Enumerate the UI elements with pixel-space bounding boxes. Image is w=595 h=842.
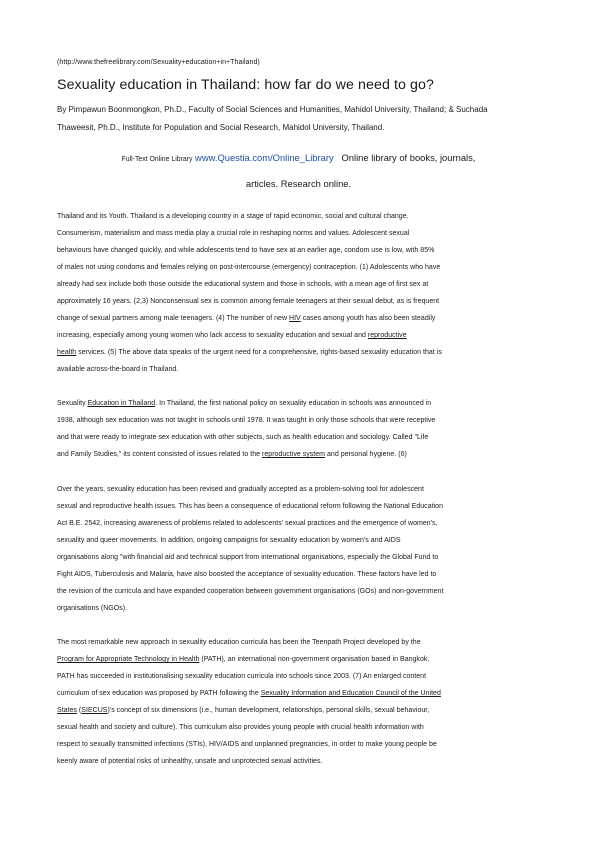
reproductive-health-link[interactable]: reproductive (367, 332, 407, 339)
paragraph-2-line: and that were ready to integrate sex education with other subjects, such as health education and sociology. Called "Life (57, 434, 429, 441)
siecus-abbrev-link[interactable]: SIECUS (81, 707, 108, 714)
hiv-link[interactable]: HIV (289, 315, 301, 322)
paragraph-4-line: PATH has succeeded in institutionalising sexuality education curricula into schools since 2003. (7) An enlarged content (57, 673, 427, 680)
reproductive-system-link[interactable]: reproductive system (262, 451, 326, 458)
byline (57, 101, 537, 137)
promo-suffix: Online library of books, journals, (341, 152, 476, 163)
byline-line-2: Thaweesit, Ph.D., Institute for Population and Social Research, Mahidol University, Thailand. (57, 123, 385, 132)
text-span: services. (5) The above data speaks of the urgent need for a comprehensive, rights-based sexuality education that is (76, 349, 442, 356)
paragraph-3-line: Act B.E. 2542, increasing awareness of problems related to adolescents' sexual practices and the emergence of women's, (57, 520, 438, 527)
paragraph-4-line (57, 689, 441, 698)
promo-prefix: Full-Text Online Library (121, 156, 193, 163)
text-span: and Family Studies," its content consisted of issues related to the (57, 451, 263, 458)
promo-line-1 (57, 152, 540, 163)
text-span: cases among youth has also been steadily (300, 315, 436, 322)
paragraph-4-line (57, 655, 429, 664)
paragraph-4-line: The most remarkable new approach in sexuality education curricula has been the Teenpath Project developed by the (57, 639, 421, 646)
paragraph-4-line: keenly aware of potential risks of unhealthy, unsafe and unprotected sexual activities. (57, 758, 323, 765)
text-span: curriculum of sex education was proposed by PATH following the (57, 690, 261, 697)
promo-line-2: articles. Research online. (245, 178, 352, 189)
paragraph-3-line: sexual and reproductive health issues. This has been a consequence of educational reform following the National Education (57, 503, 443, 510)
education-in-thailand-link[interactable]: Education in Thailand (87, 400, 156, 407)
path-program-link[interactable]: Program for Appropriate Technology in Health (57, 656, 200, 663)
text-span: increasing, especially among young women who lack access to sexuality education and sexual and (57, 332, 368, 339)
paragraph-1-line: Thailand and its Youth. Thailand is a developing country in a stage of rapid economic, social and cultural change. (57, 213, 409, 220)
paragraph-3-line: sexuality and queer movements. In addition, ongoing campaigns for sexuality education by women's and AIDS (57, 537, 401, 544)
paragraph-1-line: behaviours have changed quickly, and while adolescents tend to have sex at an earlier age, condom use is low, with 85% (57, 247, 435, 254)
paragraph-2-line (57, 450, 407, 459)
paragraph-3-line: organisations (NGOs). (57, 605, 128, 612)
paragraph-1-line: approximately 16 years. (2,3) Nonconsensual sex is common among female teenagers at their sexual debut, as is frequent (57, 298, 440, 305)
paragraph-4-line: sexual health and society and culture). This curriculum also provides young people with crucial health information with (57, 724, 424, 731)
paragraph-1-line: already had sex include both those outside the educational system and those in schools, with a mean age of first sex at (57, 281, 429, 288)
paragraph-3-line: the revision of the curricula and have expanded cooperation between government organisations (GOs) and non-government (57, 588, 444, 595)
byline-line-1: By Pimpawun Boonmongkon, Ph.D., Faculty of Social Sciences and Humanities, Mahidol University, Thailand; & Suchada (57, 105, 488, 114)
source-url: (http://www.thefreelibrary.com/Sexuality+education+in+Thailand) (57, 59, 260, 66)
paragraph-4-line (57, 706, 429, 715)
siecus-link[interactable]: Sexuality Information and Education Council of the United (260, 690, 441, 697)
text-span: )'s concept of six dimensions (i.e., human development, relationships, personal skills, sexual behaviour, (107, 707, 430, 714)
paragraph-3-line: Over the years, sexuality education has been revised and gradually accepted as a problem-solving tool for adolescent (57, 486, 424, 493)
reproductive-health-link[interactable]: health (57, 349, 77, 356)
paragraph-3-line: organisations along "with financial aid and technical support from international organisations, especially the Global Fund to (57, 554, 439, 561)
text-span: Sexuality (57, 400, 88, 407)
paragraph-1-line: of males not using condoms and females relying on post-intercourse (emergency) contraception. (1) Adolescents who have (57, 264, 441, 271)
article-title: Sexuality education in Thailand: how far do we need to go? (57, 77, 435, 93)
text-span: (PATH), an international non-government organisation based in Bangkok. (199, 656, 430, 663)
paragraph-2-line (57, 399, 431, 408)
text-span: ( (76, 707, 82, 714)
text-span: . In Thailand, the first national policy on sexuality education in schools was announced in (155, 400, 432, 407)
paragraph-1-line: available across-the-board in Thailand. (57, 366, 179, 373)
paragraph-3-line: Fight AIDS, Tuberculosis and Malaria, have also boosted the acceptance of sexuality education. These factors have led to (57, 571, 437, 578)
questia-link[interactable]: www.Questia.com/Online_Library (195, 152, 334, 163)
paragraph-1-line (57, 331, 407, 340)
siecus-link[interactable]: States (57, 707, 77, 714)
paragraph-2-line: 1938, although sex education was not taught in schools until 1978. It was taught in only those schools that were receptive (57, 417, 436, 424)
text-span: change of sexual partners among male teenagers. (4) The number of new (57, 315, 290, 322)
text-span: and personal hygiene. (6) (325, 451, 407, 458)
paragraph-1-line: Consumerism, materialism and mass media play a crucial role in reshaping norms and values. Adolescent sexual (57, 230, 410, 237)
paragraph-1-line (57, 314, 435, 323)
paragraph-1-line (57, 348, 442, 357)
paragraph-4-line: respect to sexually transmitted infections (STIs), HIV/AIDS and unplanned pregnancies, in order to make young people be (57, 741, 437, 748)
